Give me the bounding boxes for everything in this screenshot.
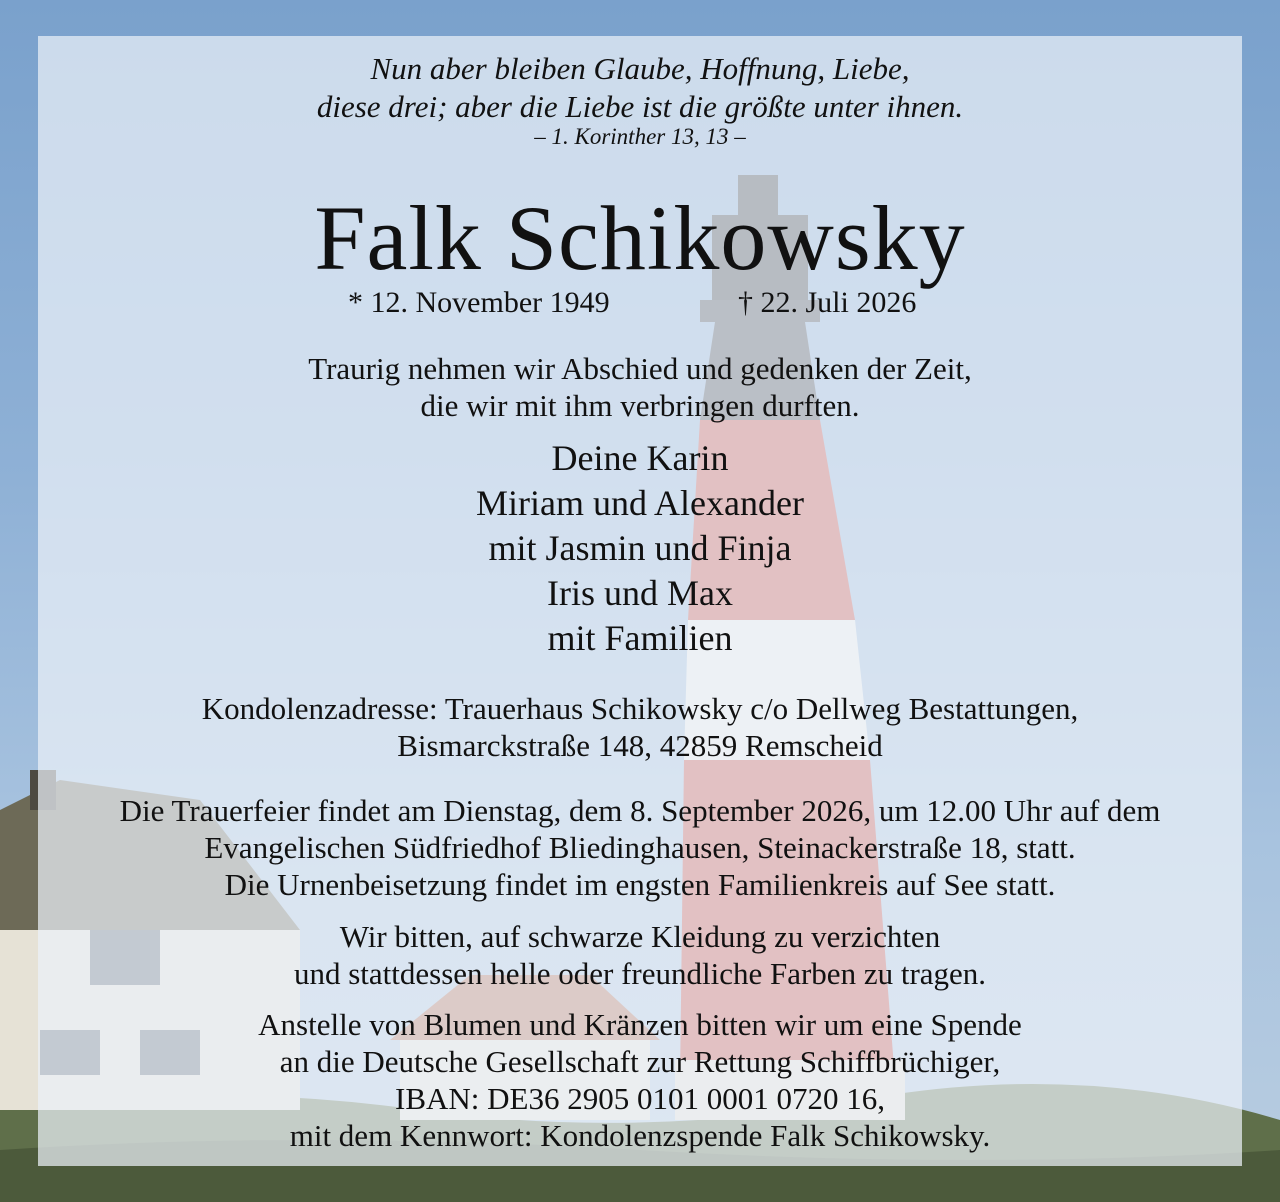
farewell-text (38, 350, 1242, 424)
verse-line: Nun aber bleiben Glaube, Hoffnung, Liebe, (370, 51, 910, 86)
farewell-line: Traurig nehmen wir Abschied und gedenken der Zeit, (308, 351, 972, 386)
birth-date: * 12. November 1949 (348, 286, 610, 319)
donation-line: Anstelle von Blumen und Kränzen bitten wir um eine Spende (258, 1007, 1022, 1042)
donation-request (38, 1006, 1242, 1154)
condolence-address (38, 690, 1242, 764)
donation-line: IBAN: DE36 2905 0101 0001 0720 16, (395, 1081, 885, 1116)
family-signatures (38, 436, 1242, 661)
ceremony-line: Die Trauerfeier findet am Dienstag, dem 8. September 2026, um 12.00 Uhr auf dem (119, 793, 1161, 828)
ceremony-line: Die Urnenbeisetzung findet im engsten Familienkreis auf See statt. (224, 867, 1056, 902)
ceremony-line: Evangelischen Südfriedhof Bliedinghausen, Steinackerstraße 18, statt. (204, 830, 1076, 865)
dress-line: und stattdessen helle oder freundliche Farben zu tragen. (293, 956, 987, 991)
verse-reference: – 1. Korinther 13, 13 – (534, 124, 746, 149)
donation-line: mit dem Kennwort: Kondolenzspende Falk Schikowsky. (289, 1118, 991, 1153)
family-member: mit Familien (547, 618, 733, 658)
address-line: Kondolenzadresse: Trauerhaus Schikowsky c/o Dellweg Bestattungen, (201, 691, 1079, 726)
bible-verse (38, 50, 1242, 126)
deceased-name: Falk Schikowsky (314, 187, 966, 289)
dress-line: Wir bitten, auf schwarze Kleidung zu verzichten (339, 919, 941, 954)
verse-line: diese drei; aber die Liebe ist die größte unter ihnen. (316, 89, 964, 124)
family-member: Deine Karin (551, 438, 729, 478)
family-member: Miriam und Alexander (476, 483, 804, 523)
donation-line: an die Deutsche Gesellschaft zur Rettung Schiffbrüchiger, (279, 1044, 1001, 1079)
dress-request (38, 918, 1242, 992)
death-date: † 22. Juli 2026 (738, 286, 917, 319)
notice-content (38, 36, 1242, 1166)
address-line: Bismarckstraße 148, 42859 Remscheid (397, 728, 883, 763)
farewell-line: die wir mit ihm verbringen durften. (420, 388, 860, 423)
ceremony-info (38, 792, 1242, 903)
family-member: mit Jasmin und Finja (488, 528, 792, 568)
family-member: Iris und Max (547, 573, 733, 613)
